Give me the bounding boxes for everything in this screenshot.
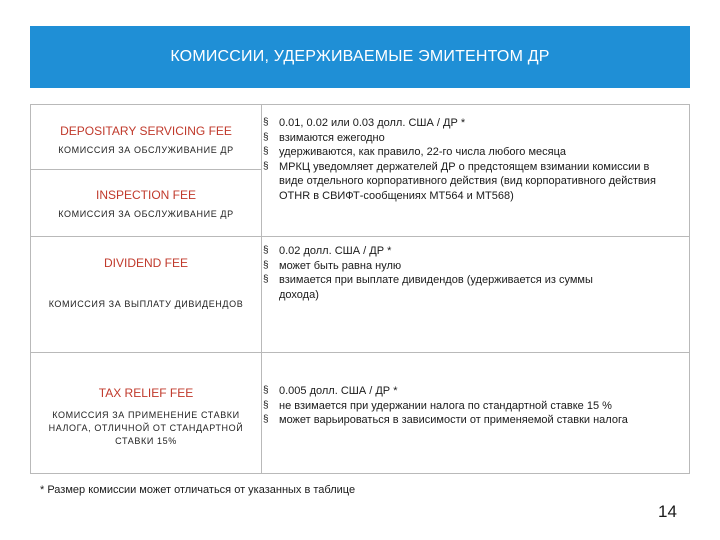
list-item: § взимается при выплате дивидендов (удерживается из суммы дохода)	[263, 274, 593, 301]
cell-divider	[31, 169, 261, 170]
fee-details-cell	[263, 384, 683, 428]
bullet-icon: §	[263, 399, 269, 411]
title-banner	[30, 26, 690, 88]
bullet-icon: §	[263, 245, 269, 256]
list-item: § 0.01, 0.02 или 0.03 долл. США / ДР *	[263, 117, 466, 129]
fee-description: КОМИССИЯ ЗА ОБСЛУЖИВАНИЕ ДР	[58, 209, 234, 219]
bullet-icon: §	[263, 131, 269, 143]
fee-row-dividend	[31, 237, 689, 353]
fee-name: DEPOSITARY SERVICING FEE	[60, 124, 232, 138]
fee-names-cell	[31, 353, 262, 473]
fee-names-cell	[31, 105, 262, 236]
list-item: § взимаются ежегодно	[263, 131, 385, 144]
list-item: § не взимается при удержании налога по стандартной ставке 15 %	[263, 399, 612, 412]
bullet-icon: §	[263, 146, 269, 157]
fee-details-list	[263, 244, 683, 302]
fee-details-cell	[263, 244, 683, 302]
bullet-icon: §	[263, 160, 269, 172]
page-number: 14	[658, 502, 677, 521]
footnote: * Размер комиссии может отличаться от указанных в таблице	[40, 484, 356, 496]
list-item: § 0.005 долл. США / ДР *	[263, 385, 398, 397]
fee-description: КОМИССИЯ ЗА ВЫПЛАТУ ДИВИДЕНДОВ	[48, 299, 244, 309]
bullet-icon: §	[263, 259, 269, 271]
fee-name: DIVIDEND FEE	[103, 256, 188, 270]
bullet-icon: §	[263, 117, 269, 128]
list-item: § МРКЦ уведомляет держателей ДР о предстоящем взимании комиссии в виде отдельного корпоративного действия (вид корпоративного действия OTHR в СВИФТ-сообщениях МТ564 и МТ568)	[263, 160, 656, 202]
fee-details-list	[263, 384, 683, 428]
bullet-icon: §	[263, 274, 269, 285]
bullet-icon: §	[263, 414, 269, 425]
fee-name: TAX RELIEF FEE	[98, 386, 194, 400]
fee-details-cell	[263, 116, 683, 203]
bullet-icon: §	[263, 385, 269, 396]
fee-row-tax-relief	[31, 353, 689, 473]
list-item: § 0.02 долл. США / ДР *	[263, 245, 392, 257]
fee-description: КОМИССИЯ ЗА ОБСЛУЖИВАНИЕ ДР	[58, 145, 234, 155]
fee-name: INSPECTION FEE	[95, 188, 196, 202]
fee-details-list	[263, 116, 683, 203]
fee-description: КОМИССИЯ ЗА ПРИМЕНЕНИЕ СТАВКИ НАЛОГА, ОТЛИЧНОЙ ОТ СТАНДАРТНОЙ СТАВКИ 15%	[48, 410, 244, 446]
page-title: КОМИССИИ, УДЕРЖИВАЕМЫЕ ЭМИТЕНТОМ ДР	[170, 48, 550, 65]
list-item: § удерживаются, как правило, 22-го числа любого месяца	[263, 146, 567, 158]
list-item: § может быть равна нулю	[263, 259, 402, 272]
fee-names-cell	[31, 237, 262, 352]
fees-table	[30, 104, 690, 474]
fee-row-depositary-inspection	[31, 105, 689, 237]
list-item: § может варьироваться в зависимости от применяемой ставки налога	[263, 414, 628, 426]
